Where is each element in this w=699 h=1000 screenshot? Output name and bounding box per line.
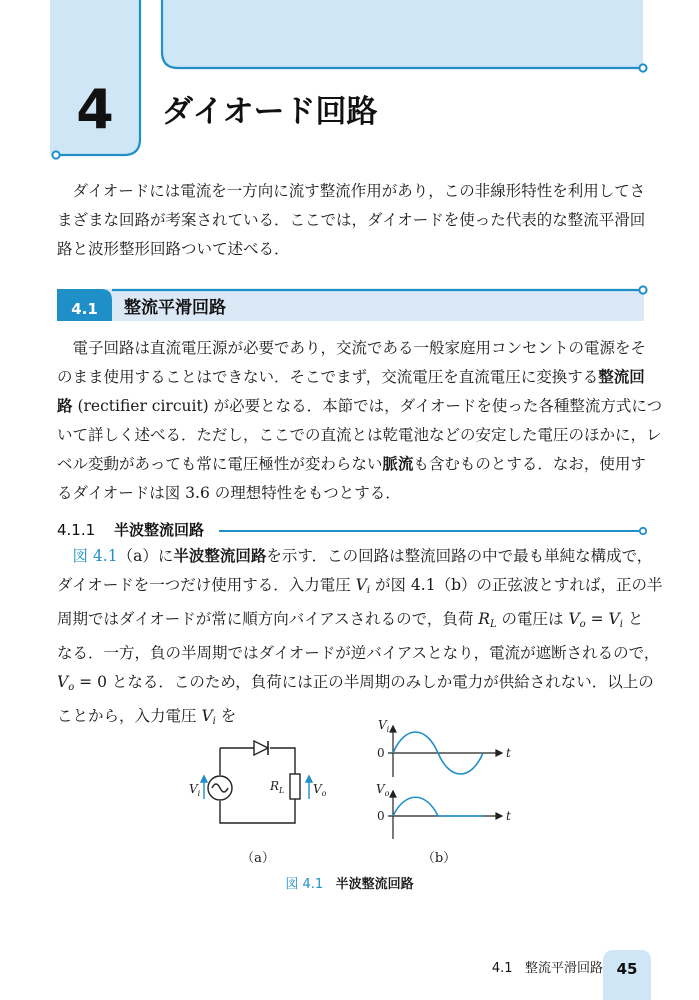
section-line-2: [57, 363, 644, 392]
chapter-number-outline-dot: [52, 151, 59, 158]
wave-zero-bottom: 0: [377, 809, 385, 823]
subsection-rule: [0, 525, 699, 537]
figure-caption: [0, 875, 699, 895]
figure-caption-number: 図 4.1: [285, 877, 324, 892]
section-line-3: [57, 392, 663, 421]
diode-symbol: [254, 741, 268, 755]
wave-t-bottom: t: [506, 809, 511, 823]
intro-line-3: 路と波形整形回路ついて述べる．: [57, 240, 290, 258]
section-paragraph: [57, 334, 663, 508]
sub-line-5-text: となる．このため，負荷には正の半周期のみしか電力が供給されない．以上の: [106, 673, 654, 691]
sub-line-3-text-c: と: [622, 610, 644, 628]
circuit-label-rl: $R_L$: [270, 779, 285, 795]
sym-RL: $R_L$: [478, 610, 497, 630]
intro-line-2: まざまな回路が考案されている．ここでは，ダイオードを使った代表的な整流平滑回: [57, 211, 646, 229]
sym-Vi-2: $V_i$: [608, 610, 623, 630]
sub-line-1-text-b: を示す．この回路は整流回路の中で最も単純な構成で，: [266, 547, 653, 565]
sub-line-3-text-b: の電圧は: [496, 610, 569, 628]
figure-caption-title: 半波整流回路: [335, 877, 414, 892]
section-line-5: [57, 450, 644, 479]
chapter-number: 4: [76, 78, 114, 141]
figure-waveforms: [360, 715, 530, 845]
circuit-wire-top: [220, 748, 295, 774]
sub-line-4: なる．一方，負の半周期ではダイオードが逆バイアスとなり，電流が遮断されるので，: [57, 644, 660, 662]
figure-label-a: （a）: [241, 851, 275, 866]
sub-line-6-text-a: ことから，入力電圧: [57, 707, 202, 725]
chapter-title-outline-dot: [639, 64, 646, 71]
figure-circuit: [180, 735, 330, 835]
section-number: 4.1: [71, 300, 98, 318]
intro-line-1: ダイオードには電流を一方向に流す整流作用があり，この非線形特性を利用してさ: [72, 182, 646, 200]
page-number: 45: [616, 960, 638, 978]
sub-line-2: [57, 571, 663, 605]
sub-line-6-text-b: を: [215, 707, 237, 725]
sym-Vi: $V_i$: [355, 576, 371, 596]
section-heading-rule-dot: [639, 286, 646, 293]
wave-label-vi: $V_i$: [378, 718, 390, 734]
sym-Vo-2: $V_o$: [57, 673, 75, 693]
section-line-1: 電子回路は直流電圧源が必要であり，交流である一般家庭用コンセントの電源をそ: [72, 339, 647, 357]
term-rectifier-end: 路: [57, 397, 73, 415]
running-footer: [420, 959, 603, 979]
wave-t-top: t: [506, 746, 511, 760]
wave-zero-top: 0: [377, 746, 385, 760]
chapter-title: ダイオード回路: [162, 94, 378, 130]
sym-Vi-3: $V_i$: [201, 707, 216, 727]
footer-section-number: 4.1: [491, 961, 513, 976]
subsection-number: 4.1.1: [57, 521, 96, 539]
sub-line-3: [57, 605, 644, 639]
vi-arrow: [201, 776, 207, 799]
intro-paragraph: [57, 177, 644, 264]
circuit-label-vo: $V_o$: [313, 782, 327, 798]
term-rectifier: 整流回: [598, 368, 645, 386]
sym-Vo: $V_o$: [568, 610, 586, 630]
footer-section-title: 整流平滑回路: [524, 961, 603, 976]
sub-line-6: [57, 702, 644, 736]
vo-arrow: [306, 776, 312, 799]
section-line-6: るダイオードは図 3.6 の理想特性をもつとする．: [57, 484, 401, 502]
eq-vo-zero: = 0: [79, 673, 107, 691]
section-line-3-text: (rectifier circuit) が必要となる．本節では，ダイオードを使った各種整流方式につ: [72, 397, 663, 415]
section-line-2-text: のまま使用することはできない．そこでまず，交流電圧を直流電圧に変換する: [57, 368, 599, 386]
wave-label-vo: $V_o$: [376, 782, 390, 798]
sub-line-2-text-a: ダイオードを一つだけ使用する．入力電圧: [57, 576, 356, 594]
term-half-wave: 半波整流回路: [173, 547, 267, 565]
sub-line-1-text-a: （a）に: [117, 547, 174, 565]
section-title: 整流平滑回路: [124, 298, 226, 318]
chapter-title-panel: [162, 0, 643, 68]
section-line-5-text-b: も含むものとする．なお，使用す: [413, 455, 646, 473]
figure-label-b: （b）: [421, 851, 457, 866]
section-line-5-text-a: ベル変動があっても常に電圧極性が変わらない: [57, 455, 383, 473]
subsection-title: 半波整流回路: [114, 521, 205, 539]
eq-vo-vi: =: [590, 610, 609, 628]
fig-ref-4-1[interactable]: 図 4.1: [72, 547, 118, 565]
sub-line-1: [57, 542, 653, 571]
resistor-symbol: [290, 774, 300, 799]
term-pulsating: 脈流: [382, 455, 414, 473]
sub-line-3-text-a: 周期ではダイオードが常に順方向バイアスされるので，負荷: [57, 610, 479, 628]
subsection-paragraph: [57, 542, 663, 736]
vo-half-wave: [393, 797, 483, 816]
section-line-4: いて詳しく述べる．ただし，ここでの直流とは乾電池などの安定した電圧のほかに，レ: [57, 426, 662, 444]
sub-line-2-text-b: が図 4.1（b）の正弦波とすれば，正の半: [370, 576, 663, 594]
circuit-label-vi: $V_i$: [189, 782, 201, 798]
ac-source-wave: [212, 784, 228, 792]
sub-line-5: [57, 668, 654, 702]
